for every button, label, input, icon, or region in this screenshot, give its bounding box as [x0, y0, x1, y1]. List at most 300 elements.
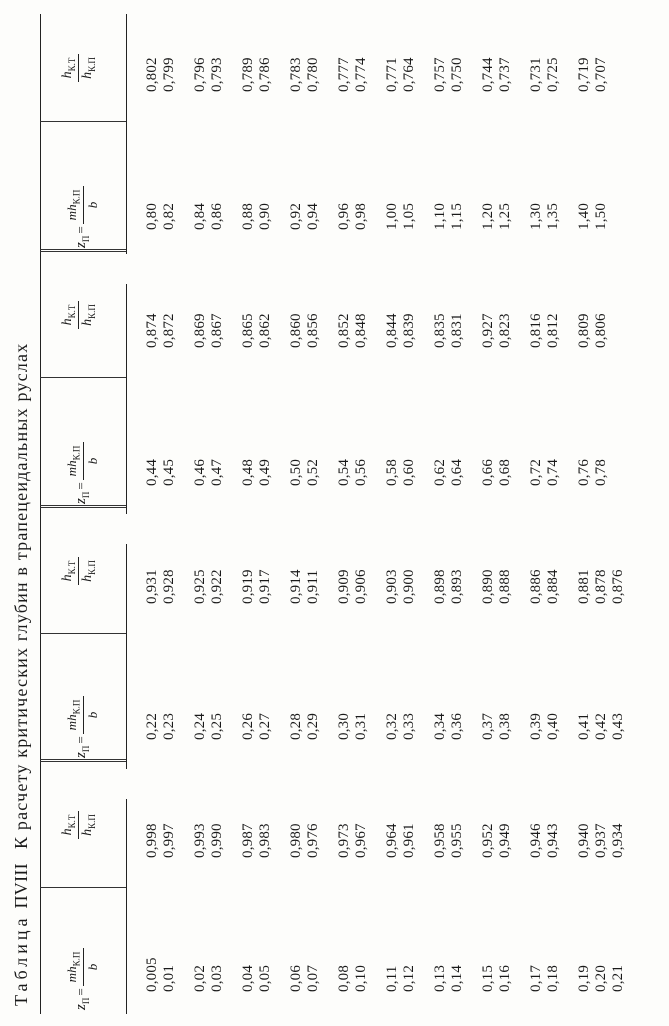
ratio-value: 0,802: [144, 57, 160, 92]
ratio-value: 0,737: [497, 57, 513, 92]
caption-label: Таблица: [11, 914, 31, 1006]
z-value: 0,25: [209, 712, 225, 740]
z-value: 0,76: [576, 458, 592, 486]
ratio-value: 0,928: [161, 569, 177, 604]
z-value: 0,23: [161, 712, 177, 740]
z-value: 0,90: [257, 202, 273, 230]
ratio-value: 0,806: [593, 313, 609, 348]
z-subscript: П: [81, 235, 92, 243]
z-value: 0,02: [192, 964, 208, 992]
ratio-value: 0,964: [384, 823, 400, 858]
ratio-value: 0,983: [257, 823, 273, 858]
ratio-fraction: [60, 54, 97, 83]
z-value: 0,005: [144, 957, 160, 992]
z-value: 0,19: [576, 964, 592, 992]
z-value: 0,45: [161, 458, 177, 486]
z-value: 0,68: [497, 458, 513, 486]
ratio-value-group: [288, 313, 322, 348]
ratio-value: 0,725: [545, 57, 561, 92]
z-numerator-subscript: К.П: [71, 445, 82, 461]
header-bottom-rule: [126, 284, 127, 514]
z-value-group: [336, 203, 370, 230]
ratio-value: 0,949: [497, 823, 513, 858]
z-formula: [64, 126, 101, 248]
ratio-value: 0,878: [593, 569, 609, 604]
z-value-group: [240, 965, 274, 992]
ratio-value-group: [576, 569, 627, 604]
z-value: 0,29: [305, 712, 321, 740]
z-value: 1,05: [401, 202, 417, 230]
z-value: 0,96: [336, 202, 352, 230]
z-value: 0,07: [305, 964, 321, 992]
ratio-value: 0,906: [353, 569, 369, 604]
ratio-value-group: [192, 569, 226, 604]
z-value-group: [192, 713, 226, 740]
ratio-value: 0,922: [209, 569, 225, 604]
z-subscript: П: [81, 745, 92, 753]
equals-sign: =: [73, 736, 89, 744]
ratio-fraction: [60, 557, 97, 586]
ratio-value: 0,890: [480, 569, 496, 604]
z-numerator-subscript: К.П: [71, 699, 82, 715]
equals-sign: =: [73, 226, 89, 234]
ratio-value: 0,931: [144, 569, 160, 604]
z-value: 0,86: [209, 202, 225, 230]
header-z-formula: [46, 888, 122, 1014]
z-value: 0,40: [545, 712, 561, 740]
ratio-value: 0,961: [401, 823, 417, 858]
equals-sign: =: [73, 988, 89, 996]
ratio-value: 0,860: [288, 313, 304, 348]
z-value: 0,56: [353, 458, 369, 486]
ratio-value-group: [288, 57, 322, 92]
z-value: 0,80: [144, 202, 160, 230]
z-value: 0,11: [384, 965, 400, 992]
ratio-value: 0,764: [401, 57, 417, 92]
ratio-value-group: [384, 569, 418, 604]
z-value: 0,58: [384, 458, 400, 486]
z-value: 1,25: [497, 202, 513, 230]
ratio-numerator: $h_{К.Т}$: [60, 301, 79, 330]
z-value-group: [288, 203, 322, 230]
z-value: 1,15: [449, 202, 465, 230]
z-value: 0,46: [192, 458, 208, 486]
z-value: 1,50: [593, 202, 609, 230]
header-depth-ratio: [46, 762, 122, 888]
ratio-value: 0,958: [432, 823, 448, 858]
header-bottom-rule: [126, 14, 127, 254]
z-value: 0,66: [480, 458, 496, 486]
z-symbol: $z_П$: [73, 745, 92, 758]
ratio-formula: [60, 14, 97, 122]
ratio-value-group: [384, 313, 418, 348]
ratio-value-group: [336, 57, 370, 92]
z-denominator: b: [84, 201, 100, 209]
z-value-group: [384, 203, 418, 230]
z-value: 1,00: [384, 202, 400, 230]
z-value-group: [528, 713, 562, 740]
z-value: 0,49: [257, 458, 273, 486]
equals-sign: =: [73, 482, 89, 490]
z-value-group: [576, 203, 610, 230]
header-z-formula: [46, 122, 122, 252]
ratio-value: 0,777: [336, 57, 352, 92]
z-fraction: [64, 442, 101, 481]
ratio-value: 0,998: [144, 823, 160, 858]
ratio-value: 0,917: [257, 569, 273, 604]
ratio-value: 0,786: [257, 57, 273, 92]
z-value-group: [336, 965, 370, 992]
z-subscript: П: [81, 491, 92, 499]
z-value: 1,20: [480, 202, 496, 230]
z-value: 0,30: [336, 712, 352, 740]
ratio-numerator-subscript: К.Т: [66, 560, 77, 575]
ratio-value: 0,774: [353, 57, 369, 92]
z-value-group: [528, 965, 562, 992]
z-value: 0,94: [305, 202, 321, 230]
ratio-value: 0,780: [305, 57, 321, 92]
z-value: 0,03: [209, 964, 225, 992]
z-numerator: $mh_{К.П}$: [64, 186, 84, 225]
z-value: 1,10: [432, 202, 448, 230]
ratio-value: 0,750: [449, 57, 465, 92]
z-value-group: [576, 459, 610, 486]
ratio-numerator-subscript: К.Т: [66, 57, 77, 72]
ratio-value-group: [288, 569, 322, 604]
ratio-value: 0,856: [305, 313, 321, 348]
z-value-group: [144, 459, 178, 486]
ratio-value: 0,881: [576, 569, 592, 604]
ratio-value: 0,898: [432, 569, 448, 604]
ratio-value: 0,731: [528, 57, 544, 92]
ratio-numerator-subscript: К.Т: [66, 304, 77, 319]
ratio-value: 0,943: [545, 823, 561, 858]
z-value: 0,24: [192, 712, 208, 740]
ratio-value: 0,757: [432, 57, 448, 92]
z-value: 0,44: [144, 458, 160, 486]
z-value-group: [384, 713, 418, 740]
ratio-value-group: [432, 313, 466, 348]
z-value: 0,21: [610, 964, 626, 992]
z-value: 0,06: [288, 964, 304, 992]
z-value-group: [432, 713, 466, 740]
ratio-value: 0,893: [449, 569, 465, 604]
ratio-numerator: $h_{К.Т}$: [60, 54, 79, 83]
ratio-value: 0,719: [576, 57, 592, 92]
ratio-formula: [60, 508, 97, 634]
ratio-value-group: [528, 57, 562, 92]
z-value-group: [384, 965, 418, 992]
z-value: 0,31: [353, 712, 369, 740]
z-value: 0,27: [257, 712, 273, 740]
ratio-value: 0,900: [401, 569, 417, 604]
z-value: 0,48: [240, 458, 256, 486]
z-value: 0,52: [305, 458, 321, 486]
table-caption: [6, 343, 36, 1006]
z-value: 0,04: [240, 964, 256, 992]
ratio-value-group: [480, 823, 514, 858]
ratio-value: 0,937: [593, 823, 609, 858]
z-value: 0,01: [161, 964, 177, 992]
ratio-value-group: [576, 57, 610, 92]
ratio-value: 0,771: [384, 57, 400, 92]
ratio-value: 0,783: [288, 57, 304, 92]
ratio-value: 0,925: [192, 569, 208, 604]
z-value: 0,17: [528, 964, 544, 992]
z-value: 0,39: [528, 712, 544, 740]
ratio-denominator-subscript: К.П: [86, 57, 97, 72]
ratio-value-group: [336, 313, 370, 348]
ratio-denominator-subscript: К.П: [86, 560, 97, 575]
z-value: 0,10: [353, 964, 369, 992]
z-value: 0,12: [401, 964, 417, 992]
ratio-numerator-subscript: К.Т: [66, 814, 77, 829]
z-value: 0,28: [288, 712, 304, 740]
ratio-value: 0,812: [545, 313, 561, 348]
z-fraction: [64, 696, 101, 735]
z-value: 0,15: [480, 964, 496, 992]
ratio-value: 0,831: [449, 313, 465, 348]
z-value-group: [144, 957, 178, 992]
ratio-denominator: $h_{К.П}$: [79, 560, 97, 582]
z-numerator: $mh_{К.П}$: [64, 696, 84, 735]
z-value-group: [240, 713, 274, 740]
z-value-group: [288, 965, 322, 992]
z-value: 0,47: [209, 458, 225, 486]
ratio-value-group: [384, 823, 418, 858]
ratio-value-group: [528, 313, 562, 348]
z-value-group: [240, 203, 274, 230]
ratio-value: 0,980: [288, 823, 304, 858]
ratio-fraction: [60, 811, 97, 840]
z-numerator: $mh_{К.П}$: [64, 442, 84, 481]
critical-depth-table: [40, 14, 630, 1014]
z-value-group: [480, 203, 514, 230]
z-value: 0,13: [432, 964, 448, 992]
ratio-value-group: [480, 313, 514, 348]
z-denominator: b: [84, 963, 100, 971]
ratio-numerator: $h_{К.Т}$: [60, 557, 79, 586]
ratio-value-group: [192, 313, 226, 348]
caption-title: К расчету критических глубин в трапецеидальных руслах: [11, 342, 31, 850]
ratio-value: 0,865: [240, 313, 256, 348]
ratio-value: 0,799: [161, 57, 177, 92]
z-denominator: b: [84, 711, 100, 719]
z-value: 0,43: [610, 712, 626, 740]
ratio-value-group: [528, 569, 562, 604]
z-value: 0,22: [144, 712, 160, 740]
ratio-value-group: [528, 823, 562, 858]
z-value-group: [432, 965, 466, 992]
header-z-formula: [46, 634, 122, 762]
z-value: 0,41: [576, 712, 592, 740]
z-value: 0,16: [497, 964, 513, 992]
ratio-value: 0,793: [209, 57, 225, 92]
z-value-group: [528, 459, 562, 486]
z-formula: [64, 892, 101, 1010]
z-value-group: [432, 203, 466, 230]
ratio-value: 0,874: [144, 313, 160, 348]
z-value: 0,14: [449, 964, 465, 992]
ratio-value: 0,997: [161, 823, 177, 858]
z-value: 0,38: [497, 712, 513, 740]
ratio-value: 0,872: [161, 313, 177, 348]
ratio-value: 0,973: [336, 823, 352, 858]
ratio-value-group: [192, 823, 226, 858]
z-value: 0,92: [288, 202, 304, 230]
ratio-value-group: [288, 823, 322, 858]
ratio-denominator: $h_{К.П}$: [79, 814, 97, 836]
ratio-value: 0,955: [449, 823, 465, 858]
z-value: 0,54: [336, 458, 352, 486]
z-value: 1,40: [576, 202, 592, 230]
z-symbol: $z_П$: [73, 235, 92, 248]
ratio-value: 0,862: [257, 313, 273, 348]
ratio-value: 0,934: [610, 823, 626, 858]
z-subscript: П: [81, 997, 92, 1005]
z-value: 0,26: [240, 712, 256, 740]
ratio-denominator: $h_{К.П}$: [79, 57, 97, 79]
ratio-value: 0,976: [305, 823, 321, 858]
ratio-formula: [60, 252, 97, 378]
z-formula: [64, 638, 101, 758]
z-value-group: [336, 459, 370, 486]
z-numerator-subscript: К.П: [71, 189, 82, 205]
z-numerator-subscript: К.П: [71, 951, 82, 967]
z-value: 0,62: [432, 458, 448, 486]
ratio-value-group: [144, 57, 178, 92]
ratio-value: 0,707: [593, 57, 609, 92]
ratio-value-group: [336, 569, 370, 604]
ratio-value: 0,848: [353, 313, 369, 348]
z-value: 0,18: [545, 964, 561, 992]
ratio-value-group: [240, 57, 274, 92]
z-value-group: [192, 965, 226, 992]
z-value: 0,64: [449, 458, 465, 486]
ratio-value-group: [384, 57, 418, 92]
z-numerator: $mh_{К.П}$: [64, 948, 84, 987]
z-value: 0,60: [401, 458, 417, 486]
ratio-value: 0,987: [240, 823, 256, 858]
ratio-value: 0,946: [528, 823, 544, 858]
ratio-value: 0,809: [576, 313, 592, 348]
ratio-value: 0,852: [336, 313, 352, 348]
z-symbol: $z_П$: [73, 491, 92, 504]
z-value: 0,98: [353, 202, 369, 230]
z-value: 0,72: [528, 458, 544, 486]
header-z-formula: [46, 378, 122, 508]
z-value-group: [432, 459, 466, 486]
ratio-value: 0,835: [432, 313, 448, 348]
z-value-group: [144, 713, 178, 740]
ratio-value-group: [576, 823, 627, 858]
header-depth-ratio: [46, 14, 122, 122]
z-fraction: [64, 186, 101, 225]
ratio-denominator-subscript: К.П: [86, 304, 97, 319]
ratio-value-group: [240, 569, 274, 604]
ratio-value: 0,990: [209, 823, 225, 858]
z-value: 0,78: [593, 458, 609, 486]
z-value-group: [336, 713, 370, 740]
ratio-value: 0,914: [288, 569, 304, 604]
ratio-value: 0,884: [545, 569, 561, 604]
z-value: 0,74: [545, 458, 561, 486]
ratio-value: 0,993: [192, 823, 208, 858]
z-value-group: [144, 203, 178, 230]
ratio-numerator: $h_{К.Т}$: [60, 811, 79, 840]
ratio-value-group: [480, 57, 514, 92]
header-bottom-rule: [126, 544, 127, 769]
z-value: 0,20: [593, 964, 609, 992]
ratio-value: 0,876: [610, 569, 626, 604]
z-value-group: [288, 459, 322, 486]
ratio-denominator-subscript: К.П: [86, 814, 97, 829]
ratio-value: 0,839: [401, 313, 417, 348]
header-depth-ratio: [46, 252, 122, 378]
ratio-value-group: [576, 313, 610, 348]
z-value: 0,50: [288, 458, 304, 486]
header-depth-ratio: [46, 508, 122, 634]
z-value-group: [528, 203, 562, 230]
ratio-value: 0,919: [240, 569, 256, 604]
ratio-value: 0,927: [480, 313, 496, 348]
ratio-value: 0,909: [336, 569, 352, 604]
header-bottom-rule: [126, 799, 127, 1014]
ratio-value: 0,867: [209, 313, 225, 348]
z-value-group: [192, 203, 226, 230]
ratio-value-group: [432, 57, 466, 92]
ratio-value-group: [144, 569, 178, 604]
ratio-formula: [60, 762, 97, 888]
ratio-value-group: [240, 313, 274, 348]
ratio-value-group: [432, 569, 466, 604]
z-value-group: [192, 459, 226, 486]
ratio-value: 0,789: [240, 57, 256, 92]
ratio-value: 0,967: [353, 823, 369, 858]
z-value-group: [576, 965, 627, 992]
ratio-value: 0,903: [384, 569, 400, 604]
ratio-value-group: [240, 823, 274, 858]
ratio-value: 0,952: [480, 823, 496, 858]
ratio-value-group: [192, 57, 226, 92]
ratio-value: 0,844: [384, 313, 400, 348]
ratio-value-group: [480, 569, 514, 604]
z-value-group: [288, 713, 322, 740]
z-fraction: [64, 948, 101, 987]
z-value-group: [576, 713, 627, 740]
ratio-denominator: $h_{К.П}$: [79, 304, 97, 326]
z-value: 0,34: [432, 712, 448, 740]
ratio-value: 0,886: [528, 569, 544, 604]
ratio-value: 0,816: [528, 313, 544, 348]
ratio-value-group: [432, 823, 466, 858]
z-value: 0,84: [192, 202, 208, 230]
z-value: 0,37: [480, 712, 496, 740]
caption-number: ПVIII: [11, 863, 31, 909]
z-value: 0,42: [593, 712, 609, 740]
z-symbol: $z_П$: [73, 997, 92, 1010]
z-value-group: [240, 459, 274, 486]
z-value-group: [384, 459, 418, 486]
ratio-fraction: [60, 301, 97, 330]
ratio-value: 0,744: [480, 57, 496, 92]
ratio-value: 0,796: [192, 57, 208, 92]
z-formula: [64, 382, 101, 504]
ratio-value: 0,823: [497, 313, 513, 348]
z-value: 1,35: [545, 202, 561, 230]
ratio-value: 0,911: [305, 569, 321, 604]
z-value: 0,36: [449, 712, 465, 740]
